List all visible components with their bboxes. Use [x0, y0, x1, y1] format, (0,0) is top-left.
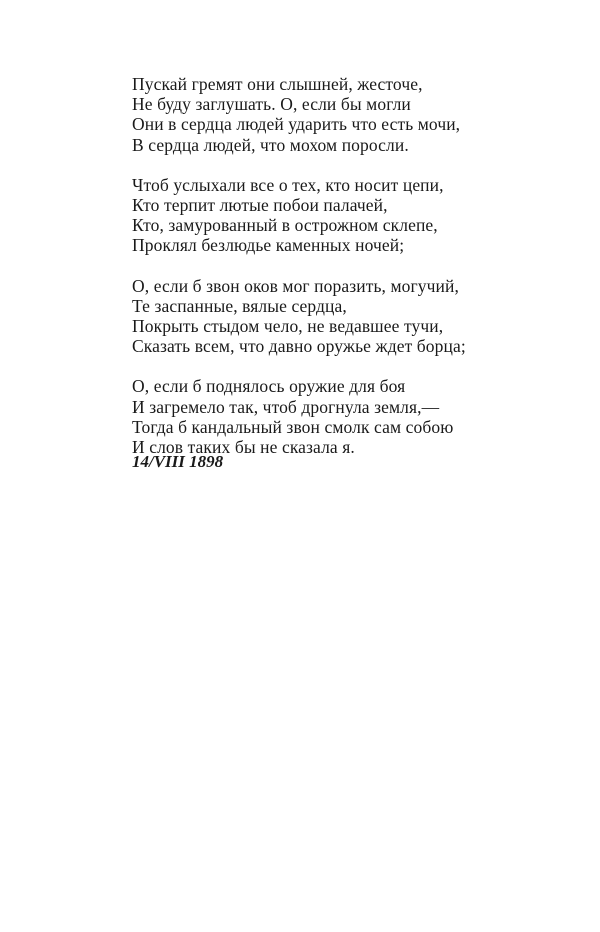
poem-line: Чтоб услыхали все о тех, кто носит цепи, [132, 174, 444, 195]
stanza [132, 175, 572, 256]
poem-line: О, если б звон оков мог поразить, могучий, [132, 275, 459, 296]
stanza [132, 74, 572, 155]
poem-line: Кто, замурованный в острожном склепе, [132, 215, 438, 236]
poem-line: В сердца людей, что мохом поросли. [132, 134, 409, 155]
poem-line: О, если б поднялось оружие для боя [132, 376, 406, 397]
poem-line: Они в сердца людей ударить что есть мочи, [132, 114, 461, 135]
poem-line: Покрыть стыдом чело, не ведавшее тучи, [132, 316, 444, 337]
poem-line: Пускай гремят они слышней, жесточе, [132, 74, 423, 94]
poem-line: Тогда б кандальный звон смолк сам собою [132, 416, 454, 437]
poem-line: Проклял безлюдье каменных ночей; [132, 235, 405, 256]
stanza [132, 276, 572, 357]
poem-line: Не буду заглушать. О, если бы могли [132, 94, 411, 115]
poem-date: 14/VIII 1898 [132, 452, 224, 471]
poem-line: И слов таких бы не сказала я. [132, 437, 355, 458]
poem [132, 74, 572, 477]
poem-line: Те заспанные, вялые сердца, [132, 295, 347, 316]
poem-line: Сказать всем, что давно оружье ждет борца; [132, 336, 466, 357]
poem-line: И загремело так, чтоб дрогнула земля,— [132, 396, 440, 417]
stanza [132, 376, 572, 457]
poem-line: Кто терпит лютые побои палачей, [132, 195, 388, 216]
